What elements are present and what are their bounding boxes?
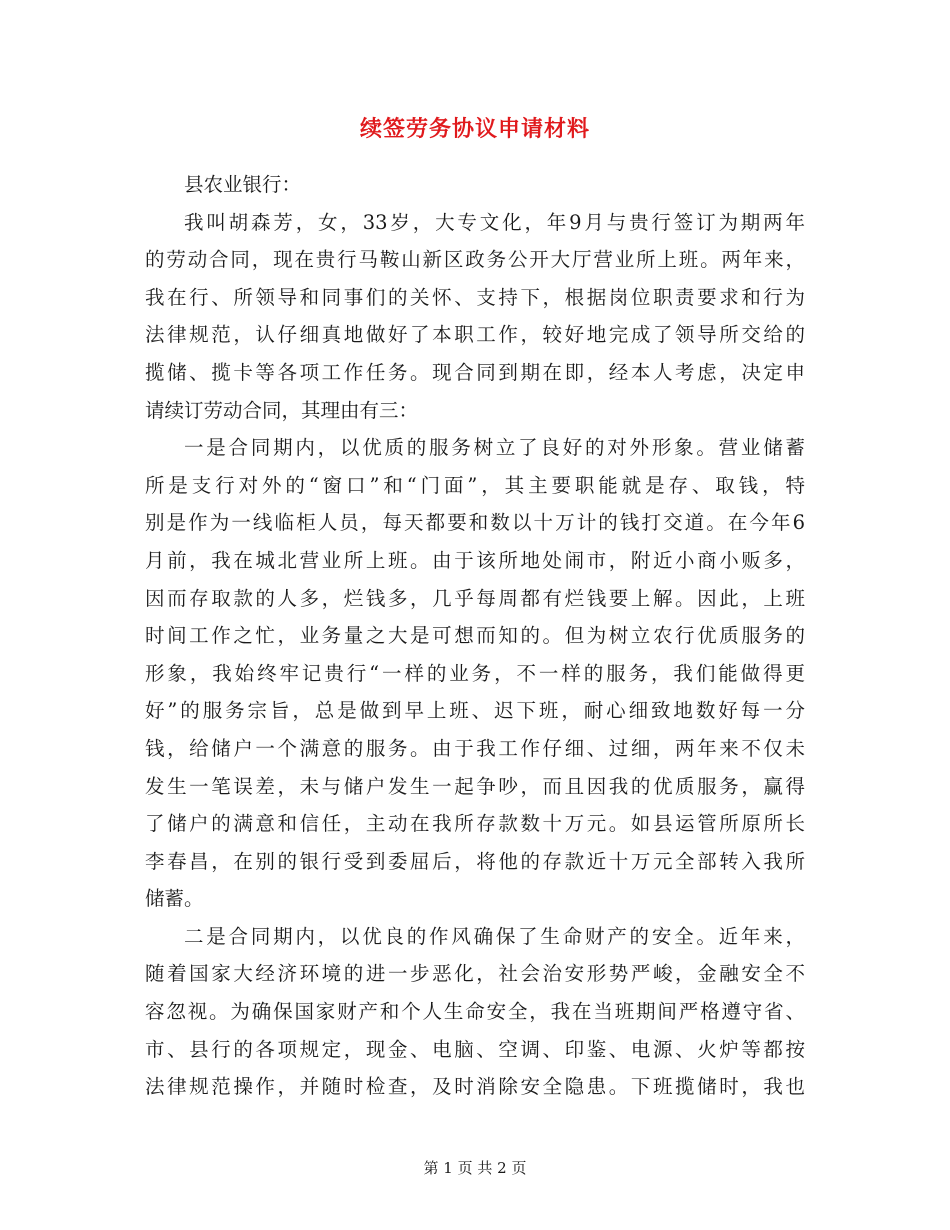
paragraph-line: 钱，给储户一个满意的服务。由于我工作仔细、过细，两年来不仅未 bbox=[145, 736, 805, 760]
document-title: 续签劳务协议申请材料 bbox=[359, 116, 590, 142]
paragraph-line: 好”的服务宗旨，总是做到早上班、迟下班，耐心细致地数好每一分 bbox=[145, 699, 805, 723]
paragraph-1 bbox=[145, 204, 805, 430]
paragraph-line: 时间工作之忙，业务量之大是可想而知的。但为树立农行优质服务的 bbox=[145, 624, 805, 648]
paragraph-3 bbox=[145, 918, 805, 1106]
paragraph-line: 的劳动合同，现在贵行马鞍山新区政务公开大厅营业所上班。两年来， bbox=[145, 248, 805, 272]
page-number-footer: 第 1 页 共 2 页 bbox=[423, 1159, 527, 1177]
paragraph-line: 请续订劳动合同，其理由有三： bbox=[145, 398, 419, 422]
paragraph-line: 市、县行的各项规定，现金、电脑、空调、印鉴、电源、火炉等都按 bbox=[145, 1037, 805, 1061]
paragraph-line: 随着国家大经济环境的进一步恶化，社会治安形势严峻，金融安全不 bbox=[145, 962, 805, 986]
paragraph-line: 揽储、揽卡等各项工作任务。现合同到期在即，经本人考虑，决定申 bbox=[145, 360, 805, 384]
document-body bbox=[145, 166, 805, 1106]
paragraph-line: 所是支行对外的“窗口”和“门面”，其主要职能就是存、取钱，特 bbox=[145, 473, 805, 497]
paragraph-line: 月前，我在城北营业所上班。由于该所地处闹市，附近小商小贩多， bbox=[145, 548, 805, 572]
paragraph-line: 发生一笔误差，未与储户发生一起争吵，而且因我的优质服务，赢得 bbox=[145, 774, 805, 798]
paragraph-line: 一是合同期内，以优质的服务树立了良好的对外形象。营业储蓄 bbox=[184, 436, 805, 460]
paragraph-line: 二是合同期内，以优良的作风确保了生命财产的安全。近年来， bbox=[184, 924, 805, 948]
paragraph-line: 形象，我始终牢记贵行“一样的业务，不一样的服务，我们能做得更 bbox=[145, 661, 805, 685]
salutation: 县农业银行： bbox=[184, 173, 302, 196]
paragraph-line: 别是作为一线临柜人员，每天都要和数以十万计的钱打交道。在今年6 bbox=[145, 511, 805, 535]
paragraph-line: 储蓄。 bbox=[145, 887, 204, 911]
paragraph-2 bbox=[145, 429, 805, 918]
paragraph-line: 了储户的满意和信任，主动在我所存款数十万元。如县运管所原所长 bbox=[145, 812, 805, 836]
paragraph-line: 法律规范，认仔细真地做好了本职工作，较好地完成了领导所交给的 bbox=[145, 323, 805, 347]
paragraph-line: 法律规范操作，并随时检查，及时消除安全隐患。下班揽储时，我也 bbox=[145, 1075, 805, 1099]
paragraph-line: 我叫胡森芳，女，33岁，大专文化，年9月与贵行签订为期两年 bbox=[184, 210, 805, 234]
paragraph-line: 我在行、所领导和同事们的关怀、支持下，根据岗位职责要求和行为 bbox=[145, 285, 805, 309]
paragraph-line: 李春昌，在别的银行受到委屈后，将他的存款近十万元全部转入我所 bbox=[145, 849, 805, 873]
paragraph-line: 容忽视。为确保国家财产和个人生命安全，我在当班期间严格遵守省、 bbox=[145, 1000, 805, 1024]
paragraph-line: 因而存取款的人多，烂钱多，几乎每周都有烂钱要上解。因此，上班 bbox=[145, 586, 805, 610]
